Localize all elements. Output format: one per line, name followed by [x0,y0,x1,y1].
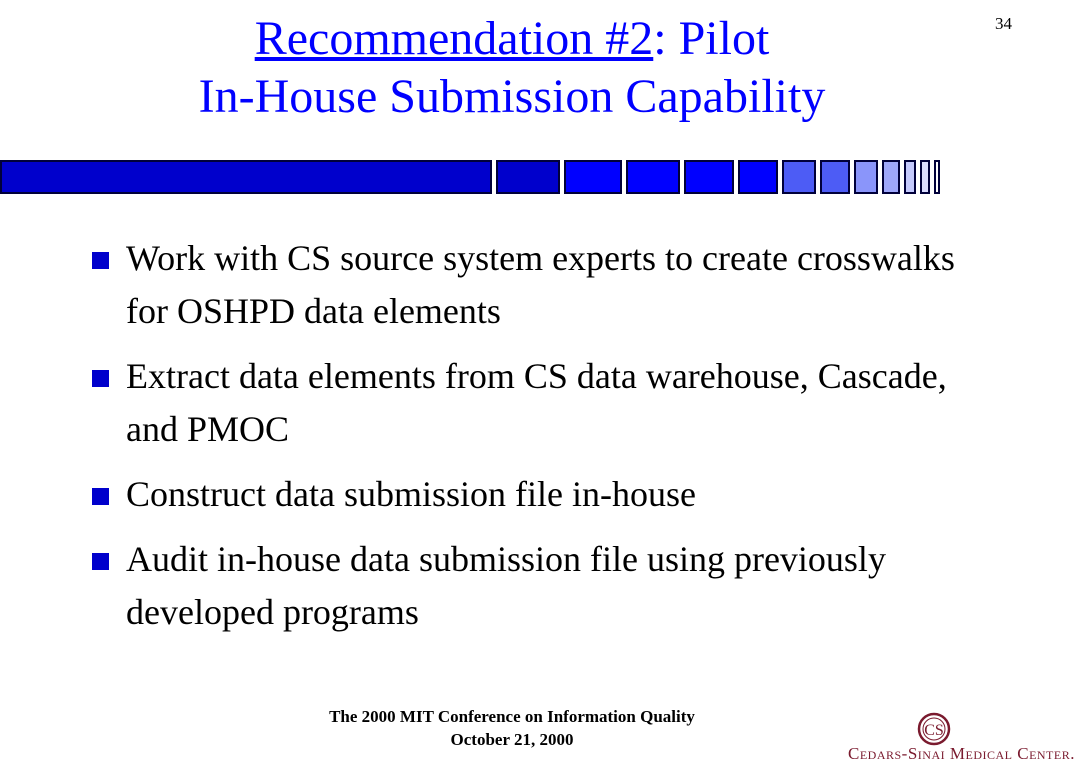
list-item [88,468,968,521]
bullet-text: Extract data elements from CS data warehouse, Cascade, and PMOC [126,356,947,449]
title-line-1 [0,10,1024,68]
bullet-text: Audit in-house data submission file using previously developed programs [126,539,886,632]
title-link[interactable]: Recommendation #2 [254,12,654,65]
list-item [88,232,968,338]
divider-block [0,160,492,194]
bullet-list [88,232,968,651]
divider-block [564,160,622,194]
divider-block [738,160,778,194]
square-bullet-icon [92,488,109,505]
slide-title [0,10,1024,126]
title-line-2: In-House Submission Capability [198,70,826,123]
divider-block [782,160,816,194]
divider-block [854,160,878,194]
list-item [88,350,968,456]
logo-text: Cedars-Sinai Medical Center. [848,744,1075,763]
divider-block [626,160,680,194]
divider-block [920,160,930,194]
square-bullet-icon [92,553,109,570]
divider-block [684,160,734,194]
divider-block [934,160,940,194]
bullet-text: Construct data submission file in-house [126,474,696,514]
cedars-sinai-logo [848,712,1075,768]
title-divider-bar [0,160,950,194]
svg-text:CS: CS [924,722,944,739]
divider-block [820,160,850,194]
list-item [88,533,968,639]
bullet-text: Work with CS source system experts to create crosswalks for OSHPD data elements [126,238,955,331]
footer-date: October 21, 2000 [450,730,574,749]
footer-conference: The 2000 MIT Conference on Information Quality [329,707,695,726]
title-line-1-rest: : Pilot [653,12,770,65]
divider-block [496,160,560,194]
divider-block [904,160,916,194]
slide-number: 34 [995,14,1012,33]
cs-monogram-icon [914,712,954,746]
square-bullet-icon [92,252,109,269]
divider-block [882,160,900,194]
square-bullet-icon [92,370,109,387]
